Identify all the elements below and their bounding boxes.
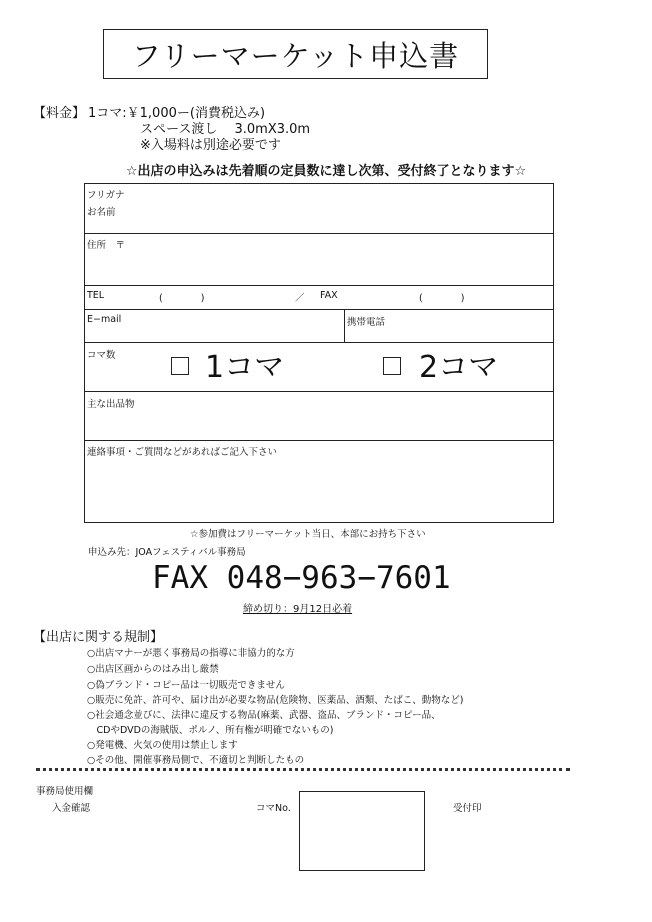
page-title: フリーマーケット申込書 — [131, 38, 460, 73]
email-label: E−mail — [87, 314, 122, 325]
fee-line-3: ※入場料は別途必要です — [140, 138, 281, 153]
cut-line — [36, 768, 570, 771]
name-label: お名前 — [87, 207, 116, 218]
mobile-label: 携帯電話 — [347, 317, 386, 328]
apply-to: 申込み先：JOAフェスティバル事務局 — [88, 547, 246, 558]
option-2-koma: 2コマ — [419, 350, 499, 385]
title-box — [103, 29, 488, 79]
first-come-notice: ☆出店の申込みは先着順の定員数に達し次第、受付終了となります☆ — [125, 164, 527, 179]
checkbox-1-koma[interactable] — [171, 357, 189, 375]
rule-item: ○社会通念並びに、法律に違反する物品(麻薬、武器、盗品、ブランド・コピー品、 — [87, 710, 441, 721]
rule-item: ○出店区画からのはみ出し厳禁 — [87, 664, 219, 675]
fax-number: FAX 048−963−7601 — [152, 560, 451, 596]
tel-label: TEL — [87, 290, 105, 301]
rule-item: CDやDVDの海賊版、ポルノ、所有権が明確でないもの) — [87, 725, 334, 736]
rules-title: 【出店に関する規制】 — [33, 630, 164, 645]
slash: ／ — [295, 293, 305, 304]
payment-note: ☆参加費はフリーマーケット当日、本部にお持ち下さい — [190, 529, 426, 540]
deadline: 締め切り：9月12日必着 — [243, 604, 353, 615]
office-use-label: 事務局使用欄 — [36, 786, 94, 797]
tel-parens: ( ) — [159, 293, 205, 304]
fee-label: 【料金】 — [33, 106, 86, 121]
reception-stamp-label: 受付印 — [453, 803, 482, 814]
address-label: 住所 〒 — [87, 240, 126, 251]
koma-no-label: コマNo. — [256, 803, 291, 814]
rule-item: ○偽ブランド・コピー品は一切販売できません — [87, 680, 285, 691]
rule-item: ○発電機、火気の使用は禁止します — [87, 740, 238, 751]
koma-no-box — [299, 791, 425, 871]
fee-line-2: スペース渡し 3.0mX3.0m — [140, 122, 311, 137]
furigana-label: フリガナ — [87, 190, 125, 201]
checkbox-2-koma[interactable] — [383, 357, 401, 375]
payment-check-label: 入金確認 — [52, 803, 91, 814]
contact-label: 連絡事項・ご質問などがあればご記入下さい — [87, 447, 278, 458]
products-label: 主な出品物 — [87, 399, 135, 410]
koma-count-label: コマ数 — [87, 350, 116, 361]
rule-item: ○その他、開催事務局側で、不適切と判断したもの — [87, 755, 305, 766]
rule-item: ○出店マナーが悪く事務局の指導に非協力的な方 — [87, 648, 295, 659]
fee-line-1: 1コマ:￥1,000ー(消費税込み) — [88, 106, 266, 121]
fax-label: FAX — [320, 290, 338, 301]
application-form — [84, 183, 554, 523]
fax-parens: ( ) — [419, 293, 465, 304]
rule-item: ○販売に免許、許可や、届け出が必要な物品(危険物、医薬品、酒類、たばこ、動物など) — [87, 695, 464, 706]
option-1-koma: 1コマ — [205, 350, 285, 385]
